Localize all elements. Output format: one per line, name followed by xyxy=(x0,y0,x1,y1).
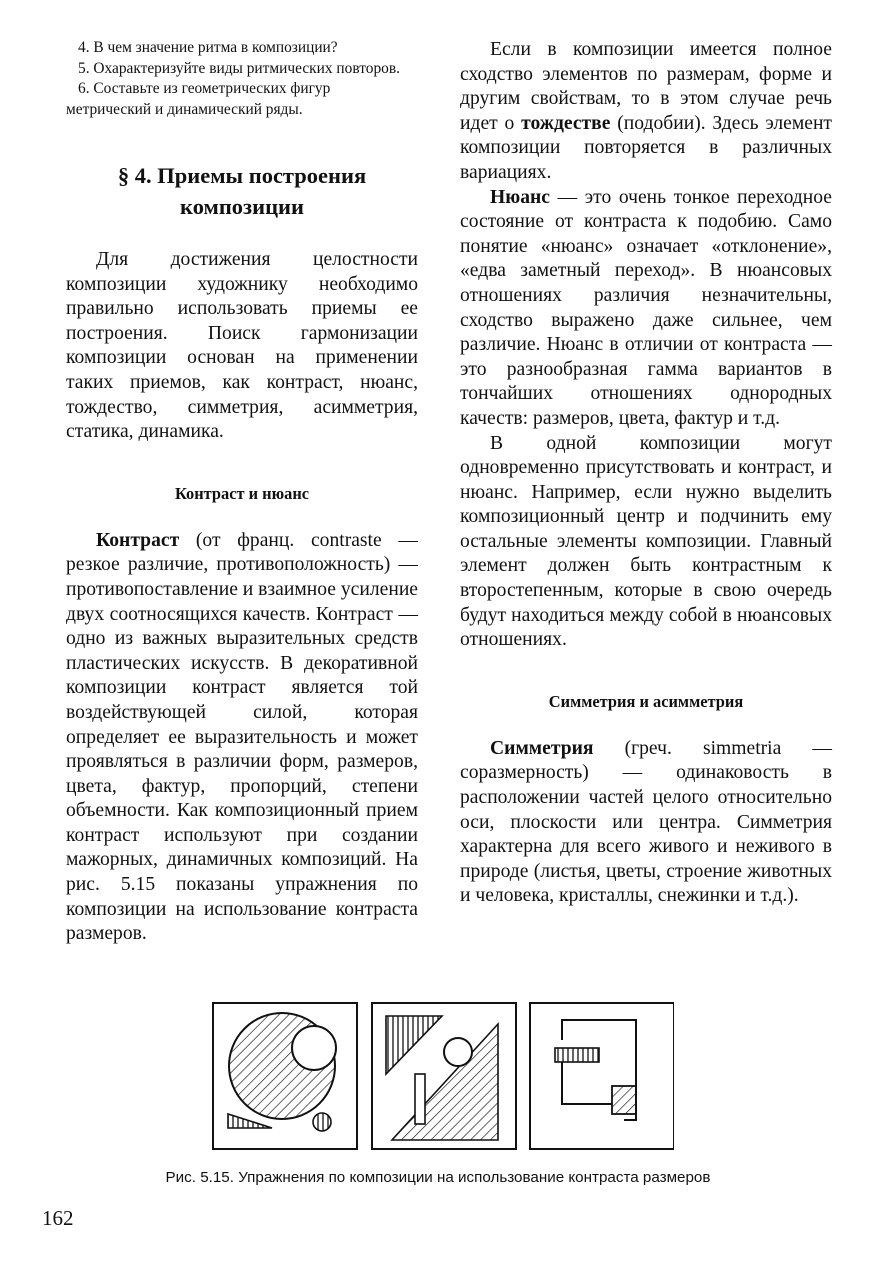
identity-text-before: Если в композиции имеется полное сходство элементов по размерам, форме и другим свойствам, то в этом случае речь идет о xyxy=(460,39,832,134)
section-title-line2: композиции xyxy=(180,194,304,219)
figure-illustration xyxy=(212,1002,674,1150)
question-6: 6. Составьте из геометрических фигур метрический и динамический ряды. xyxy=(66,80,331,118)
identity-paragraph xyxy=(460,38,832,186)
figure-caption: Рис. 5.15. Упражнения по композиции на использование контраста размеров xyxy=(165,1169,711,1186)
identity-term: тождестве xyxy=(521,112,611,134)
symmetry-paragraph xyxy=(460,737,832,909)
question-5: 5. Охарактеризуйте виды ритмических повторов. xyxy=(78,59,400,77)
right-column xyxy=(460,38,832,909)
symmetry-term: Симметрия xyxy=(490,737,594,759)
left-column xyxy=(66,38,418,947)
contrast-paragraph xyxy=(66,529,418,947)
contrast-term: Контраст xyxy=(96,529,180,551)
nuance-text: — это очень тонкое переходное состояние от контраста к подобию. Само понятие «нюанс» означает «отклонение», «едва заметный переход». В нюансовых отношениях различия незначительны, сходство выражено даже сильнее, чем различие. Нюанс в отличии от контраста — это разнообразная гамма вариантов в тончайших отношениях однородных качеств: размеров, цвета, фактур и т.д. xyxy=(460,186,832,429)
intro-paragraph: Для достижения целостности композиции художнику необходимо правильно использовать приемы ее построения. Поиск гармонизации композиции основан на применении таких приемов, как контраст, нюанс, тождество, симметрия, асимметрия, статика, динамика. xyxy=(66,249,418,443)
nuance-paragraph xyxy=(460,186,832,432)
symmetry-text: (греч. simmetria — соразмерность) — одинаковость в расположении частей целого относительно оси, плоскости или центра. Симметрия характерна для всего живого и неживого в природе (листья, цветы, строение животных и человека, кристаллы, снежинки и т.д.). xyxy=(460,737,832,907)
subheading-contrast: Контраст и нюанс xyxy=(174,483,310,503)
question-4: 4. В чем значение ритма в композиции? xyxy=(78,39,338,56)
section-title-line1: § 4. Приемы построения xyxy=(117,163,367,188)
subheading-symmetry: Симметрия и асимметрия xyxy=(548,691,744,711)
figure-5-15 xyxy=(212,1002,674,1150)
contrast-text: (от франц. contraste — резкое различие, противоположность) — противопоставление и взаимное усиление двух соотносящихся качеств. Контраст — одно из важных выразительных средств пластических искусств. В декоративной композиции контраст является той воздействующей силой, которая определяет ее выразительность и может проявляться в различии форм, размеров, цвета, фактур, пропорций, степени объемности. Как композиционный прием контраст используют при создании мажорных, динамичных композиций. На рис. 5.15 показаны упражнения по композиции на использование контраста размеров. xyxy=(66,529,418,945)
nuance-term: Нюанс xyxy=(490,186,550,208)
section-title xyxy=(66,160,418,222)
identity-text-after: (подобии). Здесь элемент композиции повторяется в различных вариациях. xyxy=(460,112,833,183)
page-number: 162 xyxy=(42,1206,74,1230)
exercise-panel-2 xyxy=(372,1003,516,1149)
combined-paragraph: В одной композиции могут одновременно присутствовать и контраст, и нюанс. Например, если нужно выделить композиционный центр и подчинить ему остальные элементы композиции. Главный элемент должен быть контрастным к второстепенным, которые в свою очередь будут находиться между собой в нюансовых отношениях. xyxy=(460,432,832,651)
exercise-panel-1 xyxy=(213,1003,357,1149)
exercise-panel-3 xyxy=(530,1003,674,1149)
